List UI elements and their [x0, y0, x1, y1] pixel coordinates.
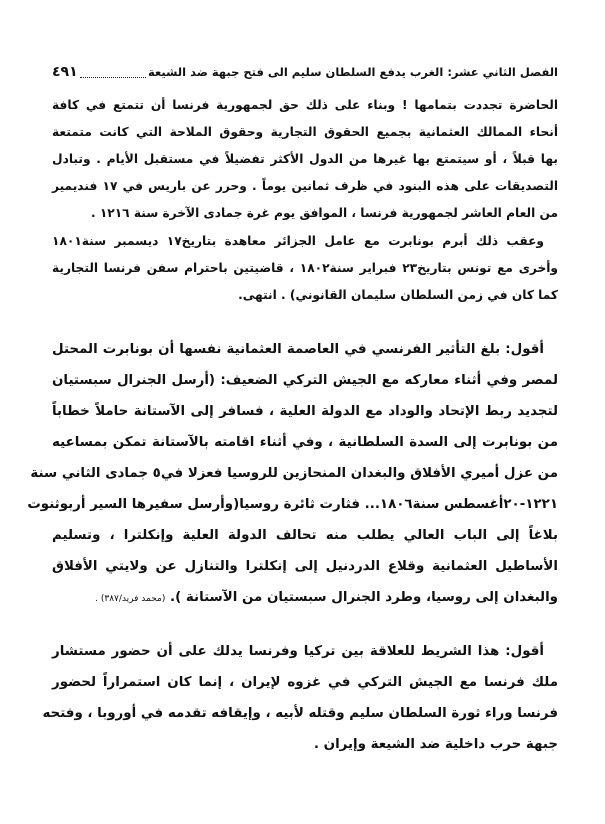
page-number: ٤٩١ — [52, 64, 78, 80]
text-line: أقول: هذا الشريط للعلاقة بين تركيا وفرنسا يدلك على أن حضور مستشار — [52, 644, 544, 659]
chapter-title: الفصل الثاني عشر: الغرب يدفع السلطان سليم الى فتح جبهة ضد الشيعة — [147, 65, 558, 79]
text-line — [52, 582, 558, 615]
text-line: من العام العاشر لجمهورية فرنسا ، الموافق يوم غرة جمادى الآخرة سنة ١٢١٦ . — [90, 206, 558, 220]
text-line: من بونابرت إلى السدة السلطانية ، وفي أثناء اقامته بالآستانة تمكن بمساعيه — [52, 435, 558, 450]
text-line: أقول: بلغ التأثير الفرنسي في العاصمة العثمانية نفسها أن بونابرت المحتل — [52, 342, 544, 357]
running-header — [52, 62, 558, 82]
paragraph-1 — [52, 92, 558, 227]
text-line: التصديقات على هذه البنود في ظرف ثمانين يوماً . وحرر عن باريس في ١٧ فنديمير — [52, 179, 558, 193]
text-line: كما كان في زمن السلطان سليمان القانوني) . انتهى. — [238, 288, 558, 302]
text-line-content: والبغدان إلى روسيا، وطرد الجنرال سبستيان من الآستانة ). — [170, 590, 558, 605]
dot-leader — [80, 67, 146, 78]
text-line: جبهة حرب داخلية ضد الشيعة وإيران . — [313, 737, 558, 752]
text-line: الأساطيل العثمانية وقلاع الدردنيل إلى إنكلترا والتنازل عن ولايتي الأفلاق — [52, 559, 558, 574]
paragraph-4 — [42, 636, 558, 760]
text-line: وأخرى مع تونس بتاريخ٢٣ فبراير سنة١٨٠٢ ، قاضيتين باحترام سفن فرنسا التجارية — [52, 261, 558, 275]
text-line: فرنسا وراء ثورة السلطان سليم وقتله لأبيه ، وإيقافه تقدمه في أوروبا ، وفتحه — [42, 706, 558, 721]
text-line: من عزل أميري الأفلاق والبغدان المنحازين للروسيا فعزلا في٥ جمادى الثاني سنة — [30, 466, 558, 481]
text-line: وعقب ذلك أبرم بونابرت مع عامل الجزائر معاهدة بتاريخ١٧ ديسمبر سنة١٨٠١ — [52, 234, 544, 248]
text-line: ١٢٢١-٢٠أغسطس سنة١٨٠٦... فثارت ثائرة روسيا(وأرسل سفيرها السير أربوثنوت — [27, 497, 558, 512]
text-line: الحاضرة تجددت بتمامها ! وبناء على ذلك حق لجمهورية فرنسا أن تتمتع في كافة — [52, 98, 558, 112]
text-line: بها قبلاً ، أو سيتمتع بها غيرها من الدول الأكثر تفضيلاً في مستقبل الأيام . وتبادل — [52, 152, 558, 166]
text-line: بلاغاً إلى الباب العالي يطلب منه تحالف الدولة العلية وإنكلترا ، وتسليم — [52, 528, 558, 543]
paragraph-2 — [52, 228, 558, 309]
text-line: لمصر وفي أثناء معاركه مع الجيش التركي الضعيف: (أرسل الجنرال سبستيان — [52, 373, 558, 388]
text-line: ملك فرنسا مع الجيش التركي في غزوه لإيران ، إنما كان استمراراً لحضور — [52, 675, 558, 690]
text-line: لتجديد ربط الإتحاد والوداد مع الدولة العلية ، فسافر إلى الآستانة حاملاً خطاباً — [52, 404, 558, 419]
text-line: أنحاء الممالك العثمانية بجميع الحقوق التجارية وحقوق الملاحة التي كانت متمتعة — [52, 125, 558, 139]
paragraph-3 — [27, 334, 558, 615]
citation: (محمد فريد/٣٨٧) . — [95, 594, 166, 604]
